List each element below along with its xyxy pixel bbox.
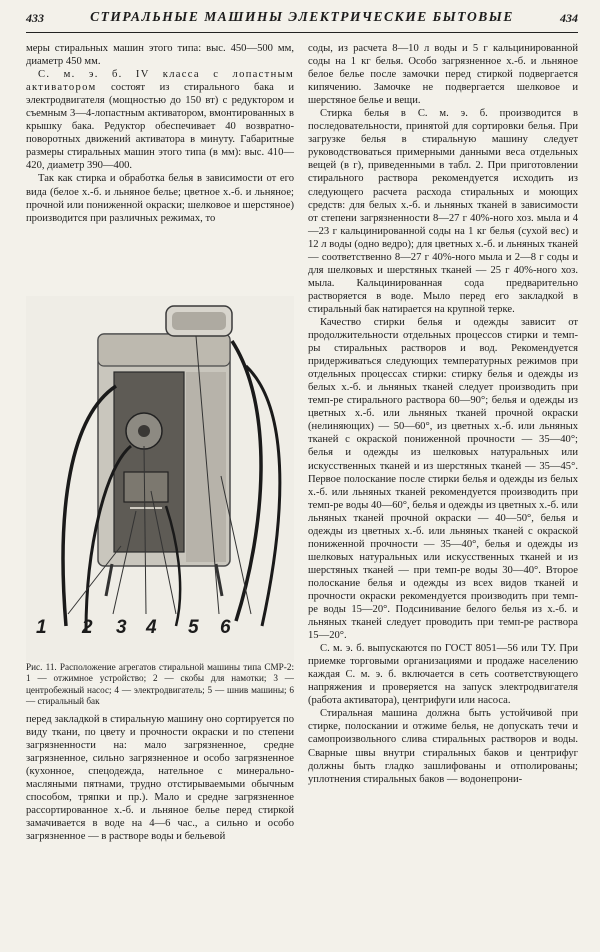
running-title: СТИРАЛЬНЫЕ МАШИНЫ ЭЛЕКТРИЧЕСКИЕ БЫТОВЫЕ: [90, 9, 514, 24]
paragraph: меры стиральных машин этого типа: выс. 450—500 мм, диаметр 450 мм.: [26, 43, 294, 68]
page-number-right: 434: [560, 11, 578, 25]
paragraph: С. м. э. б. выпускаются по ГОСТ 8051—56 или ТУ. При приемке торговыми организациями и продаже населению каждая С. м. э. б. включается в сеть соответствующего напряжения и проверяется на запуск электродвигателя (работа активатора), центрифуги или насоса.: [308, 643, 578, 707]
left-column-bottom: [26, 713, 294, 843]
paragraph: [26, 68, 294, 172]
paragraph: перед закладкой в стиральную машину оно сортируется по виду ткани, по цвету и прочности окраски и по степени загрязненности на: мало загрязненное, средне загрязненное, сильно загрязненное и особо загрязненное (кухонное, спецодежда, нательное с минерально-масляными пятнами, трудно отстирываемыми обычным способом, тряпки и пр.). Мало и средне загрязненное рассортированное х.-б. и льняное белье перед стиркой замачивается в воде на 4—6 час., а сильно и особо загрязненное — в растворе воды и бельевой: [26, 714, 294, 843]
callout-number: 3: [116, 617, 127, 638]
paragraph-text: состоят из стирального бака и электродвигателя (мощностью до 150 вт) с редуктором и съемным 3—4-лопастным активатором, вмонтированных в крышку бака. Редуктор обеспечивает 40 возвратно-поворотных движений активатора в минуту. Габаритные размеры стиральных машин этого типа (в мм): выс. 410—420, диаметр 390—400.: [26, 82, 294, 172]
paragraph: соды, из расчета 8—10 л воды и 5 г кальцинированной соды на 1 кг белья. Особо загрязненное х.-б. и льняное белое белье после замочки перед стиркой подвергается кипячению. Замочке не подвергается шелковое и шерстяное белье и вещи.: [308, 43, 578, 107]
callout-number: 4: [146, 617, 157, 638]
callout-number: 2: [82, 617, 93, 638]
spaced-heading: С. м. э. б. IV класса с лопастным активатором: [26, 69, 294, 94]
callout-number: 1: [36, 617, 47, 638]
washing-machine-figure: [26, 296, 294, 662]
paragraph: Так как стирка и обработка белья в зависимости от его вида (белое х.-б. и льняное белье; цветное х.-б. и льняное; прочной или пониженной окраски; шелковое и шерстяное) производится при различных режимах, то: [26, 173, 294, 224]
page-number-left: 433: [26, 11, 44, 25]
callout-number: 6: [220, 617, 231, 638]
paragraph: Стирка белья в С. м. э. б. производится в последовательности, принятой для сортировки белья. При загрузке белья в стиральную машину следует руководствоваться примерными данными веса отдельных вещей (в г), приведенными в табл. 2. При приготовлении стирального раствора рекомендуется исходить из следующего расчета расхода стиральных и моющих средств: для белых х.-б. и льняных тканей в зависимости от степени загрязненности 8—27 г 40%-ного хоз. мыла и 4—23 г кальцинированной соды на 1 кг белья (сухой вес) и 12 л воды (одно ведро); для цветных х.-б. и льняных тканей — соответственно 8—27 г 40%-ного мыла и 2—8 г соды и для шелковых и шерстяных тканей — 25 г 40%-ного хоз. мыла. Кальцинированная сода предварительно растворяется в воде. Мыло перед его закладкой в стиральный бак натирается на крупной терке.: [308, 108, 578, 315]
washing-machine-photo: [26, 296, 294, 662]
page-header: [26, 8, 578, 33]
left-column-top: [26, 42, 294, 225]
right-column: [308, 42, 578, 786]
paragraph: Стиральная машина должна быть устойчивой при стирке, полоскании и отжиме белья, не допускать течи и самопроизвольного слива стиральных растворов и воды. Сварные швы внутри стиральных баков и центрифуг должны быть гладко зашлифованы и отполированы; уплотнения стиральных баков — водонепрони-: [308, 708, 578, 785]
figure-caption: Рис. 11. Расположение агрегатов стиральной машины типа СМР-2: 1 — отжимное устройство; 2 — скобы для намотки; 3 — центробежный насос; 4 — электродвигатель; 5 — шнив машины; 6 — стиральный бак: [26, 662, 294, 706]
callout-number: 5: [188, 617, 199, 638]
paragraph: Качество стирки белья и одежды зависит от продолжительности отдельных процессов стирки и темп-ры стиральных растворов и вод. Рекомендуется придерживаться следующих температурных режимов при отдельных процессах стирки: стирку белья и одежды из белых х.-б. и льняных тканей следует производить при темп-ре стирального раствора 60—90°; белья и одежды из цветных х.-б. или льняных тканей прочной окраски (нелиняющих) — 50—60°, из цветных х.-б. или льняных тканей с окраской пониженной прочности — 35—40°; белья и одежды из шелковых натуральных или искусственных тканей и из шерстяных тканей — 35—45°. Первое полоскание после стирки белья и одежды из белых х.-б. или льняных тканей рекомендуется производить при темп-ре воды 40—60°, белья и одежды из цветных х.-б. или льняных тканей прочной окраски — 40—50°, белья и одежды из цветных х.-б. или льняных тканей с окраской пониженной прочности — 35—40°, белья и одежды из шелковых натуральных или искусственных тканей и из шерстяных тканей — при темп-ре воды 30—40°. Второе полоскание белья и одежды из всех видов тканей и прочности окраски рекомендуется производить при темп-ре воды 15—20°. Подсинивание белого белья из х.-б. и льняных тканей следует проводить при темп-ре раствора 15—20°.: [308, 316, 578, 642]
